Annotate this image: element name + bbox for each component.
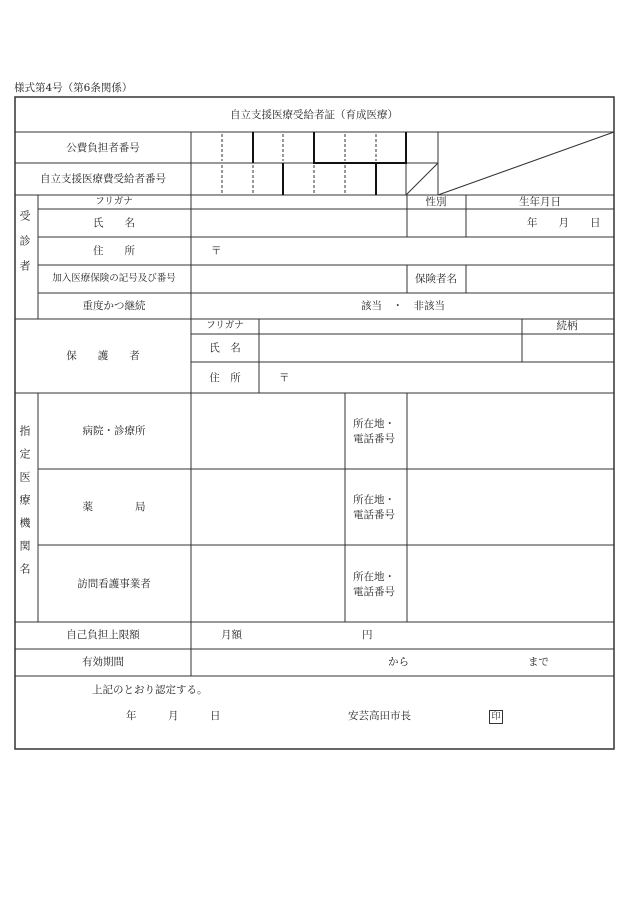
birth-date-value: 年 月 日 [527,217,601,229]
public-payer-number-label: 公費負担者番号 [66,142,140,154]
insurer-name-label: 保険者名 [415,273,457,285]
validity-until: まで [528,656,549,668]
pharmacy-location-label: 所在地・ [353,494,395,506]
certification-date: 年 月 日 [126,710,221,722]
hospital-phone-label: 電話番号 [353,433,395,445]
recipient-number-label: 自立支援医療費受給者番号 [40,173,166,185]
pharmacy-phone-label: 電話番号 [353,509,395,521]
guardian-label: 保 護 者 [66,350,140,362]
severe-continuing-value: 該当 ・ 非該当 [361,300,445,312]
patient-section-label: 受診者 [18,210,31,285]
patient-furigana-label: フリガナ [95,196,133,207]
hospital-label: 病院・診療所 [82,425,146,437]
guardian-address-label: 住 所 [209,372,241,384]
validity-from: から [388,656,409,668]
relation-label: 続柄 [556,320,578,332]
visiting-nurse-location-label: 所在地・ [353,571,395,583]
guardian-furigana-label: フリガナ [206,320,244,331]
seal-mark: 印 [489,710,503,724]
gender-label: 性別 [425,196,447,208]
page-title: 自立支援医療受給者証（育成医療） [230,109,398,121]
monthly-label: 月額 [221,629,242,641]
certification-text: 上記のとおり認定する。 [92,684,208,696]
copay-limit-label: 自己負担上限額 [66,629,140,641]
validity-label: 有効期間 [82,656,124,668]
guardian-name-label: 氏 名 [209,342,241,354]
visiting-nurse-phone-label: 電話番号 [353,586,395,598]
patient-postal-mark: 〒 [211,245,222,257]
institution-section-label: 指定医療機関名 [18,425,31,586]
guardian-postal-mark: 〒 [279,372,290,384]
visiting-nurse-label: 訪問看護事業者 [77,578,151,590]
severe-continuing-label: 重度かつ継続 [82,300,146,312]
patient-address-label: 住 所 [93,245,135,257]
yen-label: 円 [362,629,373,641]
pharmacy-label: 薬 局 [82,501,146,513]
birth-date-label: 生年月日 [519,196,561,208]
form-number: 様式第4号（第6条関係） [14,82,133,94]
hospital-location-label: 所在地・ [353,418,395,430]
issuer-name: 安芸高田市長 [348,710,411,722]
patient-name-label: 氏 名 [93,217,135,229]
insurance-number-label: 加入医療保険の記号及び番号 [52,273,176,284]
